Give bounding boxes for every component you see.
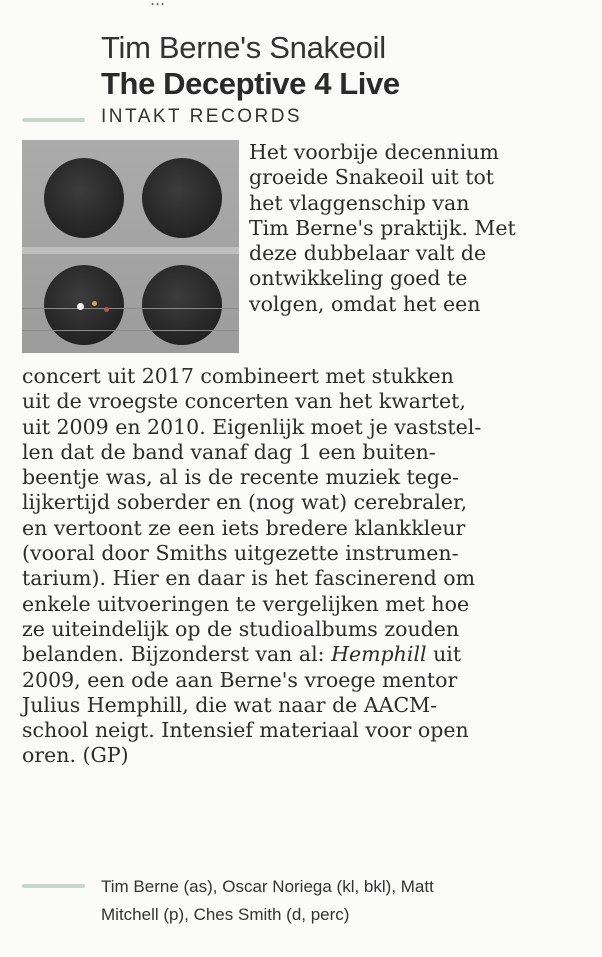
cover-disc: [142, 265, 222, 345]
cover-line: [22, 308, 239, 309]
cover-disc: [142, 158, 222, 238]
text-line: beentje was, al is de recente muziek tege-: [22, 465, 460, 490]
text-line: en vertoont ze een iets bredere klankkleur: [22, 515, 466, 540]
text-line: oren. (GP): [22, 743, 129, 768]
record-label: INTAKT RECORDS: [101, 106, 303, 127]
album-cover-image: [22, 140, 239, 353]
cover-light: [77, 303, 84, 310]
label-divider: [22, 118, 85, 122]
text-line: (vooral door Smiths uitgezette instrumen-: [22, 541, 459, 566]
text-line: [22, 642, 481, 667]
text-line: concert uit 2017 combineert met stukken: [22, 364, 454, 388]
text-fragment: belanden. Bijzonderst van al:: [22, 642, 332, 667]
text-line: volgen, omdat het een: [249, 291, 481, 316]
cover-light: [92, 301, 97, 306]
credits-divider: [22, 884, 85, 888]
text-line: Het voorbije decennium: [249, 140, 499, 164]
text-line: enkele uitvoeringen te vergelijken met hoe: [22, 591, 470, 616]
artist-heading: Tim Berne's Snakeoil: [101, 30, 386, 65]
text-line: ze uiteindelijk op de studioalbums zouden: [22, 616, 460, 641]
review-text-beside-cover: [249, 140, 516, 317]
text-line: Julius Hemphill, die wat naar de AACM-: [22, 692, 438, 717]
cover-light: [104, 307, 109, 312]
text-line: lijkertijd soberder en (nog wat) cerebraler,: [22, 490, 468, 515]
credits-line: Mitchell (p), Ches Smith (d, perc): [101, 905, 350, 924]
cover-stripe: [22, 247, 239, 254]
review-text-full-width: [22, 364, 481, 769]
text-line: 2009, een ode aan Berne's vroege mentor: [22, 667, 458, 692]
previous-article-fragment: [150, 0, 590, 5]
cover-line: [22, 330, 239, 331]
musician-credits: [101, 873, 434, 929]
text-line: uit de vroegste concerten van het kwartet,: [22, 389, 466, 414]
text-line: ontwikkeling goed te: [249, 266, 468, 291]
text-line: uit 2009 en 2010. Eigenlijk moet je vaststel-: [22, 414, 482, 439]
text-fragment: uit: [426, 642, 462, 667]
text-line: het vlaggenschip van: [249, 190, 470, 215]
text-line: len dat de band vanaf dag 1 een buiten-: [22, 439, 436, 464]
text-line: Tim Berne's praktijk. Met: [249, 215, 516, 240]
album-title: The Deceptive 4 Live: [101, 66, 400, 101]
album-reference: Hemphill: [331, 642, 427, 667]
credits-line: Tim Berne (as), Oscar Noriega (kl, bkl), Matt: [101, 877, 434, 896]
text-line: tarium). Hier en daar is het fascinerend om: [22, 566, 476, 591]
cover-disc: [44, 158, 124, 238]
text-line: school neigt. Intensief materiaal voor open: [22, 718, 469, 743]
cover-disc: [44, 265, 124, 345]
text-line: deze dubbelaar valt de: [249, 241, 487, 266]
text-line: groeide Snakeoil uit tot: [249, 165, 495, 190]
